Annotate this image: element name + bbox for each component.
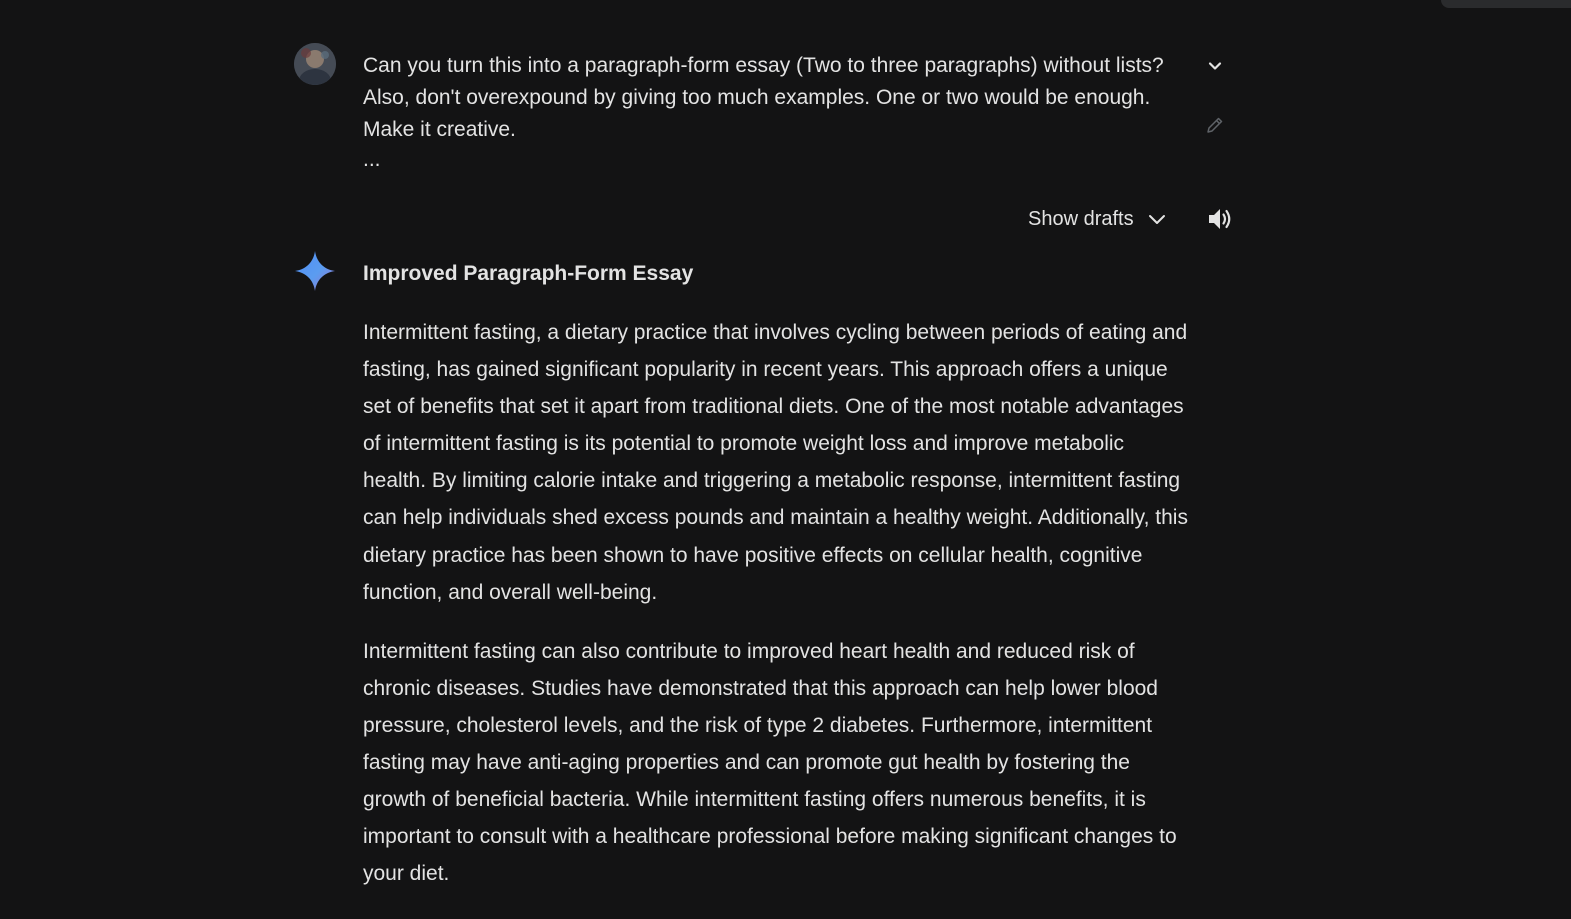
- speaker-icon: [1206, 205, 1234, 233]
- response-title: Improved Paragraph-Form Essay: [363, 262, 694, 285]
- top-panel-tab[interactable]: [1441, 0, 1571, 8]
- pencil-icon: [1205, 115, 1225, 135]
- expand-prompt-button[interactable]: [1201, 52, 1229, 80]
- response-body: [363, 314, 1191, 914]
- response-paragraph: Intermittent fasting, a dietary practice that involves cycling between periods of eating and fasting, has gained significant popularity in recent years. This approach offers a unique set of benefits that set it apart from traditional diets. One of the most notable advantages of intermittent fasting is its potential to promote weight loss and improve metabolic health. By limiting calorie intake and triggering a metabolic response, intermittent fasting can help individuals shed excess pounds and maintain a healthy weight. Additionally, this dietary practice has been shown to have positive effects on cellular health, cognitive function, and overall well-being.: [363, 321, 1188, 604]
- edit-prompt-button[interactable]: [1201, 111, 1229, 139]
- chevron-down-icon: [1146, 208, 1168, 230]
- gemini-sparkle-icon: [294, 250, 336, 292]
- user-prompt-text: Can you turn this into a paragraph-form essay (Two to three paragraphs) without lists? Also, don't overexpound by giving too much examples. One or two would be enough. Make it creative.: [363, 54, 1164, 141]
- listen-button[interactable]: [1203, 202, 1237, 236]
- show-drafts-button[interactable]: [1020, 200, 1176, 238]
- show-drafts-label: Show drafts: [1028, 207, 1134, 230]
- response-paragraph: Intermittent fasting can also contribute to improved heart health and reduced risk of chronic diseases. Studies have demonstrated that this approach can help lower blood pressure, cholesterol levels, and the risk of type 2 diabetes. Furthermore, intermittent fasting may have anti-aging properties and can promote gut health by fostering the growth of beneficial bacteria. While intermittent fasting offers numerous benefits, it is important to consult with a healthcare professional before making significant changes to your diet.: [363, 639, 1177, 886]
- chevron-down-icon: [1206, 57, 1224, 75]
- user-avatar: [294, 43, 336, 85]
- prompt-truncation-marker: ...: [363, 148, 381, 171]
